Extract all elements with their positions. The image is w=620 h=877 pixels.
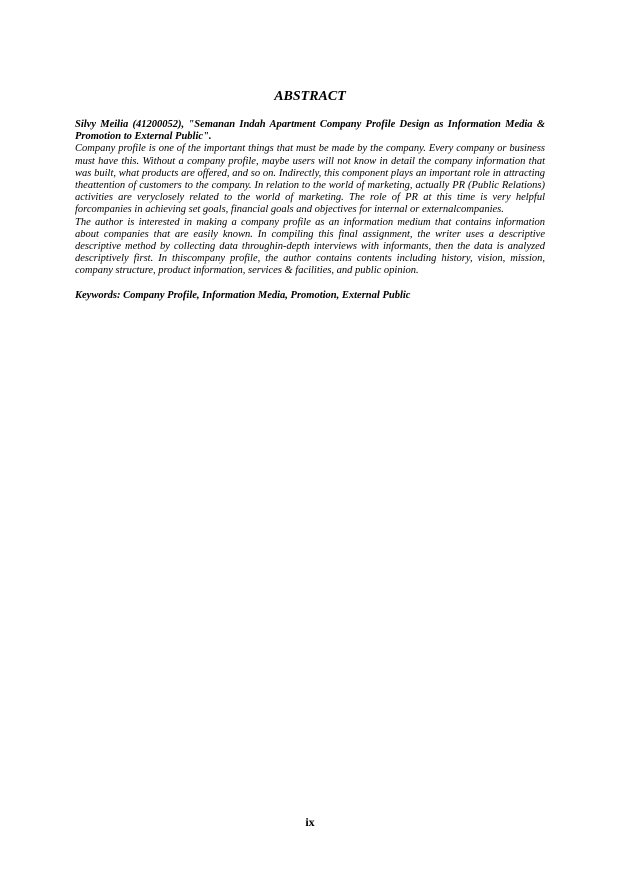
abstract-paragraph-2: The author is interested in making a company profile as an information medium that contains information about companies that are easily known. In compiling this final assignment, the writer uses a descriptive descriptive method by collecting data throughin-depth interviews with informants, then the data is analyzed descriptively first. In thiscompany profile, the author contains contents including history, vision, mission, company structure, product information, services & facilities, and public opinion. <box>75 216 545 277</box>
keywords: Keywords: Company Profile, Information Media, Promotion, External Public <box>75 289 411 301</box>
citation: Silvy Meilia (41200052), "Semanan Indah Apartment Company Profile Design as Information Media & Promotion to External Public". <box>75 119 545 143</box>
page-number: ix <box>305 815 315 829</box>
abstract-paragraph-1: Company profile is one of the important things that must be made by the company. Every company or business must have this. Without a company profile, maybe users will not know in detail the company information that was built, what products are offered, and so on. Indirectly, this component plays an important role in attracting theattention of customers to the company. In relation to the world of marketing, actually PR (Public Relations) activities are veryclosely related to the world of marketing. The role of PR at this time is very helpful forcompanies in achieving set goals, financial goals and objectives for internal or externalcompanies. <box>75 143 545 216</box>
abstract-title: ABSTRACT <box>274 89 346 104</box>
abstract-body <box>75 119 545 302</box>
